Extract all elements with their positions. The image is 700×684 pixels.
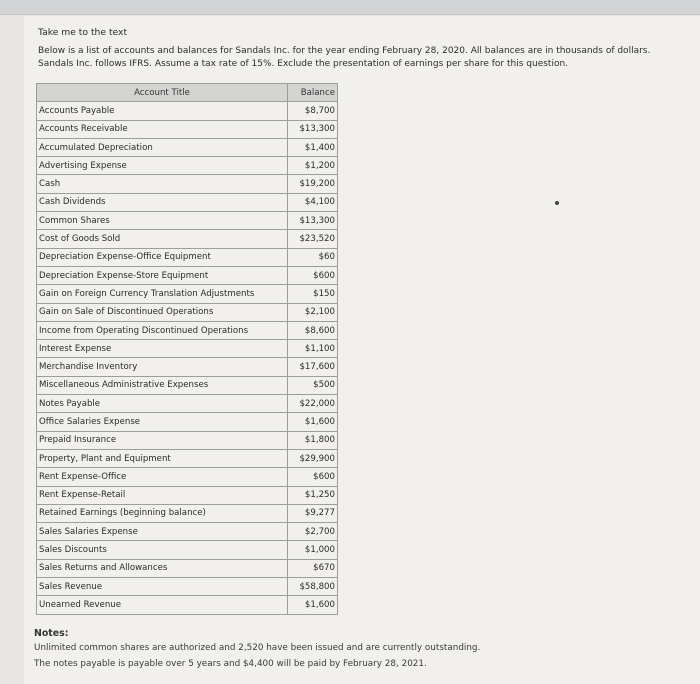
table-row [37, 504, 338, 522]
table-row [37, 175, 338, 193]
table-row [37, 413, 338, 431]
balance-cell: $23,520 [288, 230, 338, 248]
table-row [37, 578, 338, 596]
table-header-row [37, 84, 338, 102]
account-title-cell: Accumulated Depreciation [37, 138, 288, 156]
table-row [37, 523, 338, 541]
account-title-cell: Sales Returns and Allowances [37, 559, 288, 577]
balance-cell: $1,400 [288, 138, 338, 156]
balance-cell: $150 [288, 285, 338, 303]
account-title-cell: Property, Plant and Equipment [37, 449, 288, 467]
table-row [37, 212, 338, 230]
account-title-cell: Rent Expense-Office [37, 468, 288, 486]
browser-top-strip [0, 0, 700, 15]
balance-cell: $22,000 [288, 395, 338, 413]
table-row [37, 102, 338, 120]
balance-cell: $60 [288, 248, 338, 266]
account-title-cell: Cost of Goods Sold [37, 230, 288, 248]
balance-cell: $8,600 [288, 321, 338, 339]
table-row [37, 248, 338, 266]
column-header-account-title: Account Title [37, 84, 288, 102]
account-title-cell: Interest Expense [37, 340, 288, 358]
table-row [37, 230, 338, 248]
account-title-cell: Office Salaries Expense [37, 413, 288, 431]
account-title-cell: Advertising Expense [37, 157, 288, 175]
account-title-cell: Accounts Payable [37, 102, 288, 120]
balance-cell: $500 [288, 376, 338, 394]
account-title-cell: Depreciation Expense-Store Equipment [37, 266, 288, 284]
account-title-cell: Gain on Sale of Discontinued Operations [37, 303, 288, 321]
table-row [37, 340, 338, 358]
account-title-cell: Depreciation Expense-Office Equipment [37, 248, 288, 266]
balance-cell: $17,600 [288, 358, 338, 376]
account-title-cell: Prepaid Insurance [37, 431, 288, 449]
table-row [37, 486, 338, 504]
balance-cell: $1,600 [288, 413, 338, 431]
table-row [37, 449, 338, 467]
table-row [37, 285, 338, 303]
note-line: Unlimited common shares are authorized and 2,520 have been issued and are currently outstanding. [34, 643, 481, 653]
account-title-cell: Rent Expense-Retail [37, 486, 288, 504]
balance-cell: $19,200 [288, 175, 338, 193]
note-line: The notes payable is payable over 5 years and $4,400 will be paid by February 28, 2021. [34, 659, 427, 669]
balance-cell: $1,600 [288, 596, 338, 614]
account-title-cell: Gain on Foreign Currency Translation Adjustments [37, 285, 288, 303]
intro-paragraph: Below is a list of accounts and balances for Sandals Inc. for the year ending February 28, 2020. All balances are in thousands of dollars. Sandals Inc. follows IFRS. Assume a tax rate of 15%. Exclude the presentation of earnings per share for this question. [38, 46, 651, 69]
table-row [37, 541, 338, 559]
account-title-cell: Sales Revenue [37, 578, 288, 596]
notes-heading: Notes: [34, 628, 69, 639]
balance-cell: $2,700 [288, 523, 338, 541]
balance-cell: $600 [288, 266, 338, 284]
balance-cell: $13,300 [288, 120, 338, 138]
table-row [37, 395, 338, 413]
balance-cell: $600 [288, 468, 338, 486]
balance-cell: $2,100 [288, 303, 338, 321]
balance-cell: $1,100 [288, 340, 338, 358]
table-row [37, 468, 338, 486]
table-row [37, 559, 338, 577]
balance-cell: $8,700 [288, 102, 338, 120]
account-title-cell: Unearned Revenue [37, 596, 288, 614]
stray-dot-mark [555, 201, 559, 205]
table-row [37, 431, 338, 449]
account-title-cell: Common Shares [37, 212, 288, 230]
account-title-cell: Cash [37, 175, 288, 193]
balance-cell: $1,200 [288, 157, 338, 175]
account-title-cell: Sales Discounts [37, 541, 288, 559]
table-row [37, 321, 338, 339]
table-row [37, 266, 338, 284]
table-row [37, 157, 338, 175]
column-header-balance: Balance [288, 84, 338, 102]
table-row [37, 596, 338, 614]
account-title-cell: Accounts Receivable [37, 120, 288, 138]
balance-cell: $1,250 [288, 486, 338, 504]
accounts-table [36, 83, 338, 615]
table-row [37, 120, 338, 138]
account-title-cell: Cash Dividends [37, 193, 288, 211]
table-row [37, 358, 338, 376]
table-row [37, 138, 338, 156]
account-title-cell: Miscellaneous Administrative Expenses [37, 376, 288, 394]
account-title-cell: Notes Payable [37, 395, 288, 413]
table-row [37, 193, 338, 211]
balance-cell: $1,800 [288, 431, 338, 449]
balance-cell: $9,277 [288, 504, 338, 522]
balance-cell: $4,100 [288, 193, 338, 211]
account-title-cell: Income from Operating Discontinued Operations [37, 321, 288, 339]
table-row [37, 376, 338, 394]
account-title-cell: Sales Salaries Expense [37, 523, 288, 541]
balance-cell: $13,300 [288, 212, 338, 230]
account-title-cell: Merchandise Inventory [37, 358, 288, 376]
table-row [37, 303, 338, 321]
account-title-cell: Retained Earnings (beginning balance) [37, 504, 288, 522]
balance-cell: $1,000 [288, 541, 338, 559]
balance-cell: $58,800 [288, 578, 338, 596]
balance-cell: $29,900 [288, 449, 338, 467]
page-title: Take me to the text [38, 27, 128, 38]
balance-cell: $670 [288, 559, 338, 577]
